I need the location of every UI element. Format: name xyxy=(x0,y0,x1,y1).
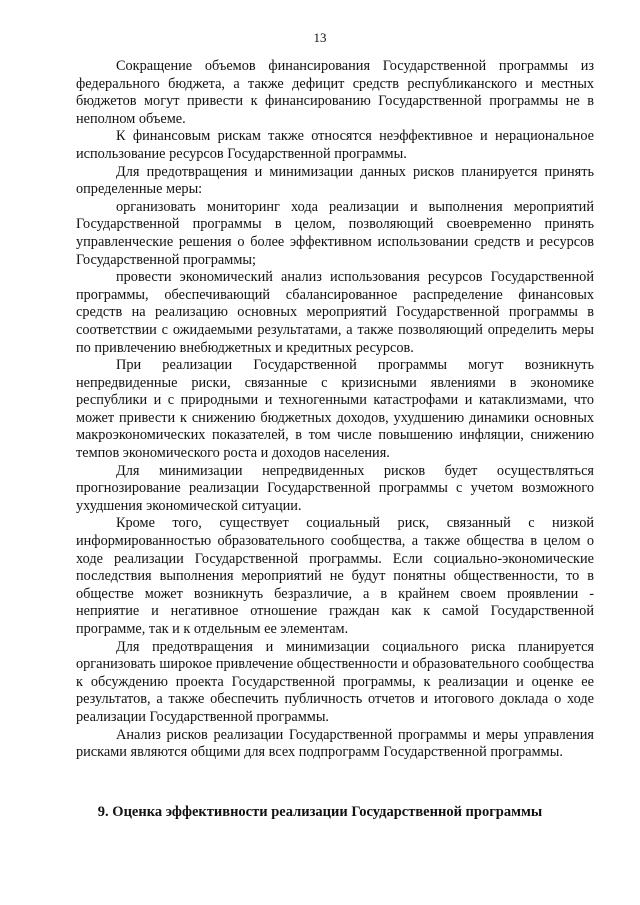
paragraph-social-risk: Кроме того, существует социальный риск, связанный с низкой информированностью образовательного сообщества, а также общества в целом о ходе реализации Государственной программы. Если социально-экономические последствия выполнения мероприятий не будут понятны общественности, то в обществе может возникнуть безразличие, а в крайнем своем проявлении - неприятие и негативное отношение граждан как к самой Государственной программе, так и к отдельным ее элементам. xyxy=(76,515,594,637)
paragraph-unforeseen-risks: При реализации Государственной программы могут возникнуть непредвиденные риски, связанные с кризисными явлениями в экономике республики и с природными и техногенными катастрофами и катаклизмами, что может привести к снижению бюджетных доходов, ухудшению динамики основных макроэкономических показателей, в том числе повышению инфляции, снижению темпов экономического роста и доходов населения. xyxy=(76,357,594,462)
paragraph-social-risk-mitigation: Для предотвращения и минимизации социального риска планируется организовать широкое привлечение общественности и образовательного сообщества к обсуждению проекта Государственной программы, к реализации и оценке ее результатов, а также обеспечить публичность отчетов и итогового доклада о ходе реализации Государственной программы. xyxy=(76,638,594,725)
paragraph-monitoring-measure: организовать мониторинг хода реализации и выполнения мероприятий Государственной программы в целом, позволяющий своевременно принять управленческие решения о более эффективном использовании средств и ресурсов Государственной программы; xyxy=(76,198,594,268)
page-number: 13 xyxy=(313,30,327,45)
paragraph-measures-intro: Для предотвращения и минимизации данных рисков планируется принять определенные меры: xyxy=(76,163,594,198)
body-text xyxy=(76,58,594,762)
paragraph-funding-reduction: Сокращение объемов финансирования Государственной программы из федерального бюджета, а также дефицит средств республиканского и местных бюджетов могут привести к финансированию Государственной программы не в неполном объеме. xyxy=(76,58,594,127)
paragraph-financial-risks: К финансовым рискам также относятся неэффективное и нерациональное использование ресурсов Государственной программы. xyxy=(76,128,594,162)
paragraph-analysis-measure: провести экономический анализ использования ресурсов Государственной программы, обеспечивающий сбалансированное распределение финансовых средств на реализацию основных мероприятий Государственной программы в соответствии с ожидаемыми результатами, а также позволяющий определить меры по привлечению внебюджетных и кредитных ресурсов. xyxy=(76,269,594,356)
paragraph-risk-analysis-summary: Анализ рисков реализации Государственной программы и меры управления рисками являются общими для всех подпрограмм Государственной программы. xyxy=(76,726,594,761)
paragraph-forecasting: Для минимизации непредвиденных рисков будет осуществляться прогнозирование реализации Государственной программы с учетом возможного ухудшения экономической ситуации. xyxy=(76,462,594,514)
section-heading: 9. Оценка эффективности реализации Государственной программы xyxy=(97,804,543,820)
